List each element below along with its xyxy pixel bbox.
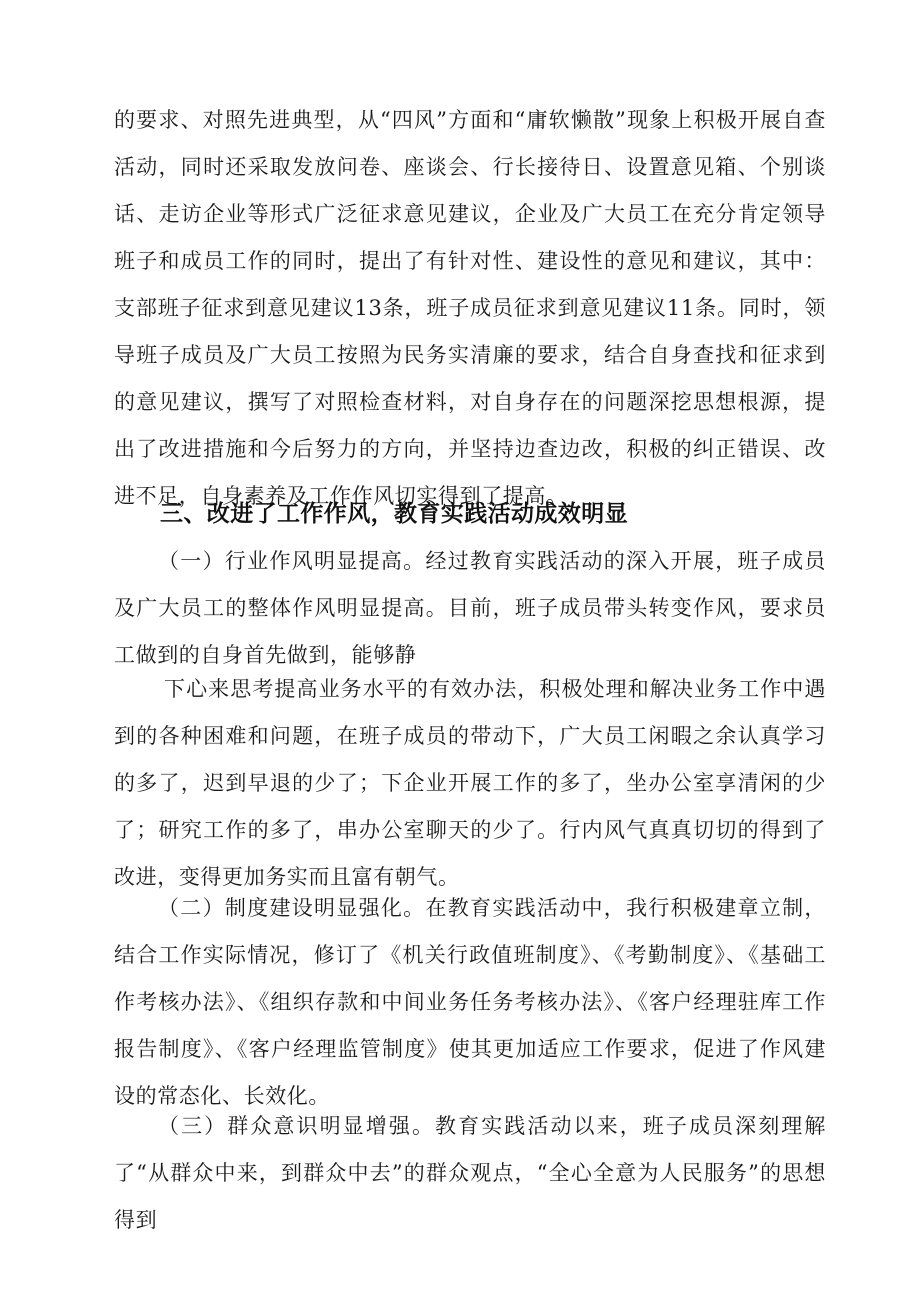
body-paragraph: （二）制度建设明显强化。在教育实践活动中，我行积极建章立制，结合工作实际情况，修订了《机关行政值班制度》、《考勤制度》、《基础工作考核办法》、《组织存款和中间业务任务考核办法》、《客户经理驻库工作报告制度》、《客户经理监管制度》使其更加适应工作要求，促进了作风建设的常态化、长效化。 [114, 896, 826, 1108]
section-heading: 三、改进了工作作风，教育实践活动成效明显 [160, 501, 628, 527]
body-paragraph: 的要求、对照先进典型，从“四风”方面和“庸软懒散”现象上积极开展自查活动，同时还采取发放问卷、座谈会、行长接待日、设置意见箱、个别谈话、走访企业等形式广泛征求意见建议，企业及广大员工在充分肯定领导班子和成员工作的同时，提出了有针对性、建设性的意见和建议，其中：支部班子征求到意见建议13条，班子成员征求到意见建议11条。同时，领导班子成员及广大员工按照为民务实清廉的要求，结合自身查找和征求到的意见建议，撰写了对照检查材料，对自身存在的问题深挖思想根源，提出了改进措施和今后努力的方向，并坚持边查边改，积极的纠正错误、改进不足，自身素养及工作作风切实得到了提高。 [114, 108, 826, 508]
body-paragraph: 下心来思考提高业务水平的有效办法，积极处理和解决业务工作中遇到的各种困难和问题，在班子成员的带动下，广大员工闲暇之余认真学习的多了，迟到早退的少了；下企业开展工作的多了，坐办公室享清闲的少了；研究工作的多了，串办公室聊天的少了。行内风气真真切切的得到了改进，变得更加务实而且富有朝气。 [114, 677, 826, 889]
body-paragraph: （一）行业作风明显提高。经过教育实践活动的深入开展，班子成员及广大员工的整体作风明显提高。目前，班子成员带头转变作风，要求员工做到的自身首先做到，能够静 [114, 549, 826, 667]
body-paragraph: （三）群众意识明显增强。教育实践活动以来，班子成员深刻理解了“从群众中来，到群众中去”的群众观点，“全心全意为人民服务”的思想得到 [114, 1114, 826, 1232]
